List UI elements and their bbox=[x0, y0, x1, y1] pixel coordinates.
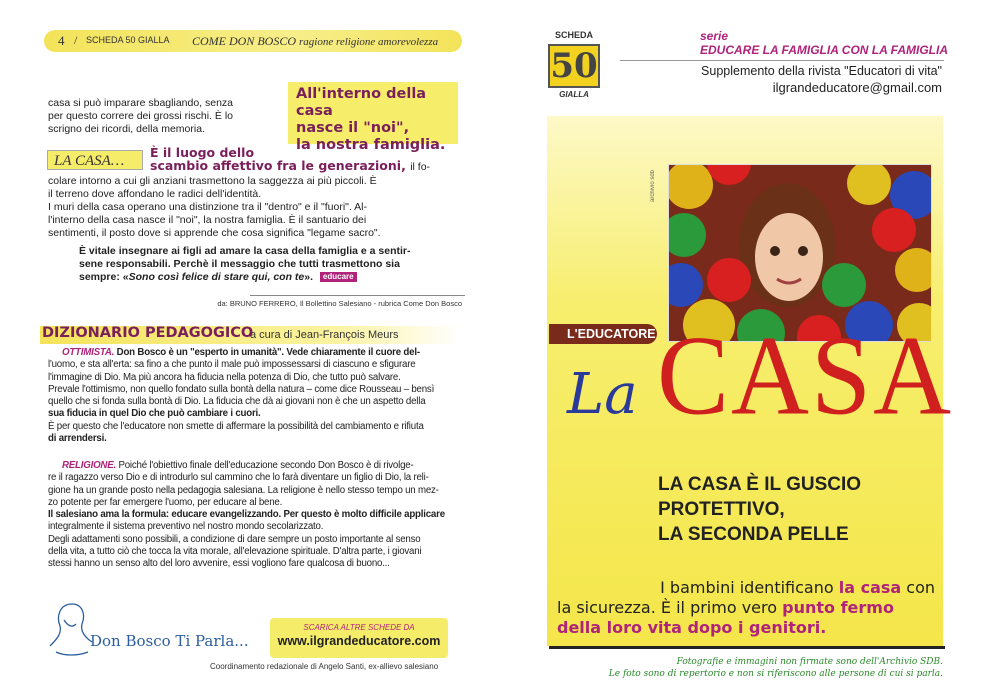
dizionario-byline: a cura di Jean-François Meurs bbox=[250, 329, 399, 341]
header-title: COME DON BOSCO ragione religione amorevolezza bbox=[192, 34, 439, 48]
pull-quote: All'interno della casa nasce il "noi", la nostra famiglia. bbox=[288, 82, 458, 144]
la-casa-label: LA CASA… bbox=[47, 150, 143, 170]
download-label: SCARICA ALTRE SCHEDE DA bbox=[303, 623, 415, 632]
la-casa-body: colare intorno a cui gli anziani trasmettono la saggezza ai più piccoli. È il terreno dove affondano le radici dell'identità. I muri della casa operano una distinzione tra il "dentro" e il "fuori". Al- l'interno della casa nasce il "noi", la nostra famiglia. È il santuario dei sentimenti, il posto dove si apprende che cosa significa "legame sacro". bbox=[48, 175, 381, 239]
dizionario-header bbox=[40, 326, 460, 344]
religione-entry: RELIGIONE. Poiché l'obiettivo finale dell'educazione secondo Don Bosco è di rivolge- re il ragazzo verso Dio e di introdurlo sul cammino che lo farà diventare un figlio di Dio, la reli- gione ha un grande posto nella pedagogia salesiana. La religione è nello stesso tempo un mez- zo potente per far emergere l'uomo, per educare al bene. Il salesiano ama la formula: educare evangelizzando. Per questo è molto difficile applicare integralmente il sistema preventivo nel nostro mondo secolarizzato. Degli adattamenti sono possibili, a condizione di dare sempre un posto importante al senso della vita, a tutto ciò che tocca la vita morale, all'elevazione spirituale. D'altra parte, i giovani stessi hanno un senso alto del loro avvenire, essi vogliono fare qualcosa di buono... bbox=[48, 460, 445, 570]
cover-subtitle: LA CASA È IL GUSCIO PROTETTIVO, LA SECONDA PELLE bbox=[658, 474, 862, 545]
scheda-label: SCHEDA bbox=[554, 30, 593, 40]
ottimista-entry: OTTIMISTA. Don Bosco è un "esperto in umanità". Vede chiaramente il cuore del- l'uomo, e sta all'erta: sa fino a che punto il male può impossessarsi di ciascuno e sfigurare l'immagine di Dio. Ma più ancora ha fiducia nella potenza di Dio, che tutto può salvare. Prevale l'ottimismo, non quello fondato sulla bontà della natura – come dice Rousseau – bensì quello che si fonda sulla bontà di Dio. La fiducia che dà ai giovani non è che un aspetto della sua fiducia in quel Dio che può cambiare i cuori. È per questo che l'educatore non smette di affermare la possibilità del cambiamento e rifiuta di arrendersi. bbox=[48, 347, 435, 445]
archivio-credit: archivio sdb bbox=[650, 170, 656, 203]
religione-keyword: RELIGIONE. bbox=[62, 460, 116, 471]
header-scheda: SCHEDA 50 GIALLA bbox=[86, 35, 170, 45]
website-link[interactable]: www.ilgrandeducatore.com bbox=[277, 634, 441, 648]
highlight-text: È vitale insegnare ai figli ad amare la casa della famiglia e a sentir- sene responsabili. Perchè il messaggio che tutti trasmettono sia sempre: «Sono così felice di stare qui, con te». educare bbox=[79, 245, 411, 283]
logo-text: Don Bosco Ti Parla... bbox=[90, 632, 249, 650]
serie-title: EDUCARE LA FAMIGLIA CON LA FAMIGLIA bbox=[700, 43, 948, 57]
page-number: 4 bbox=[58, 33, 65, 48]
coordinamento-credit: Coordinamento redazionale di Angelo Santi, ex-allievo salesiano bbox=[210, 662, 439, 671]
educatore-label: L'EDUCATORE bbox=[549, 324, 657, 344]
dizionario-title: DIZIONARIO PEDAGOGICO bbox=[42, 325, 254, 341]
closing-text: I bambini identificano la casa con la sicurezza. È il primo vero punto fermo della loro vita dopo i genitori. bbox=[557, 578, 935, 637]
photo-disclaimer: Fotografie e immagini non firmate sono dell'Archivio SDB. Le foto sono di repertorio e non si riferiscono alle persone di cui si parla. bbox=[608, 657, 943, 679]
scheda-number-badge: 50 bbox=[548, 44, 600, 88]
serie-label: serie bbox=[700, 29, 729, 43]
supplemento: Supplemento della rivista "Educatori di vita" bbox=[701, 64, 942, 78]
download-box[interactable] bbox=[270, 618, 448, 658]
footer-rule bbox=[549, 646, 945, 649]
title-casa: CASA bbox=[657, 314, 954, 439]
ottimista-keyword: OTTIMISTA. bbox=[62, 347, 115, 358]
header-separator: / bbox=[74, 33, 78, 47]
la-casa-headline: È il luogo dello scambio affettivo fra le generazioni, il fo- bbox=[150, 145, 431, 173]
source-credit: da: BRUNO FERRERO, Il Bollettino Salesiano - rubrica Come Don Bosco bbox=[217, 299, 462, 308]
title-la: La bbox=[567, 362, 638, 427]
source-divider bbox=[250, 295, 465, 296]
page-header-bar bbox=[44, 30, 462, 52]
scheda-color: GIALLA bbox=[559, 90, 589, 99]
header-divider bbox=[620, 60, 944, 61]
email-address[interactable]: ilgrandeducatore@gmail.com bbox=[772, 80, 942, 95]
intro-text: casa si può imparare sbagliando, senza per questo correre dei grossi rischi. È lo scrigno dei ricordi, della memoria. bbox=[48, 97, 234, 135]
educare-tag: educare bbox=[320, 272, 357, 282]
don-bosco-logo bbox=[42, 596, 262, 658]
